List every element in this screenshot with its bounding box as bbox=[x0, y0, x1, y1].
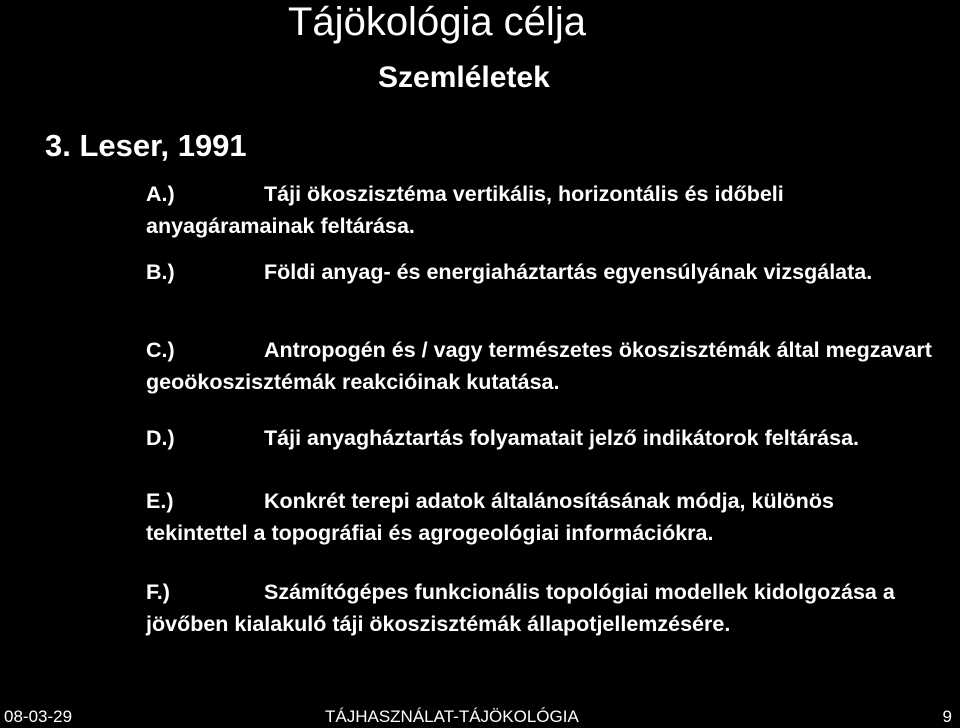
footer-date: 08-03-29 bbox=[4, 707, 73, 726]
footer-title: TÁJHASZNÁLAT-TÁJÖKOLÓGIA bbox=[325, 707, 579, 726]
slide-subtitle: Szemléletek bbox=[378, 61, 550, 94]
list-item-b bbox=[146, 256, 936, 288]
item-text: Számítógépes funkcionális topológiai modellek kidolgozása a jövőben kialakuló táji ökoszisztémák állapotjellemzésére. bbox=[146, 580, 895, 636]
list-item-e bbox=[146, 485, 936, 549]
list-item-f bbox=[146, 576, 936, 640]
slide-title: Tájökológia célja bbox=[288, 0, 586, 44]
item-text: Antropogén és / vagy természetes ökoszisztémák által megzavart geoökoszisztémák reakcióinak kutatása. bbox=[146, 338, 932, 394]
item-letter: B.) bbox=[146, 260, 175, 284]
item-letter: A.) bbox=[146, 182, 175, 206]
item-text: Konkrét terepi adatok általánosításának módja, különös tekintettel a topográfiai és agrogeológiai információkra. bbox=[146, 489, 834, 545]
page-number: 9 bbox=[942, 707, 952, 726]
section-heading: 3. Leser, 1991 bbox=[45, 128, 247, 163]
item-letter: F.) bbox=[146, 580, 170, 604]
list-item-a bbox=[146, 178, 936, 242]
item-letter: D.) bbox=[146, 426, 175, 450]
item-letter: C.) bbox=[146, 338, 175, 362]
item-text: Földi anyag- és energiaháztartás egyensúlyának vizsgálata. bbox=[264, 260, 873, 284]
list-item-c bbox=[146, 334, 936, 398]
list-item-d bbox=[146, 422, 936, 454]
item-letter: E.) bbox=[146, 489, 174, 513]
item-text: Táji ökoszisztéma vertikális, horizontális és időbeli anyagáramainak feltárása. bbox=[146, 182, 784, 238]
item-text: Táji anyagháztartás folyamatait jelző indikátorok feltárása. bbox=[264, 426, 860, 450]
